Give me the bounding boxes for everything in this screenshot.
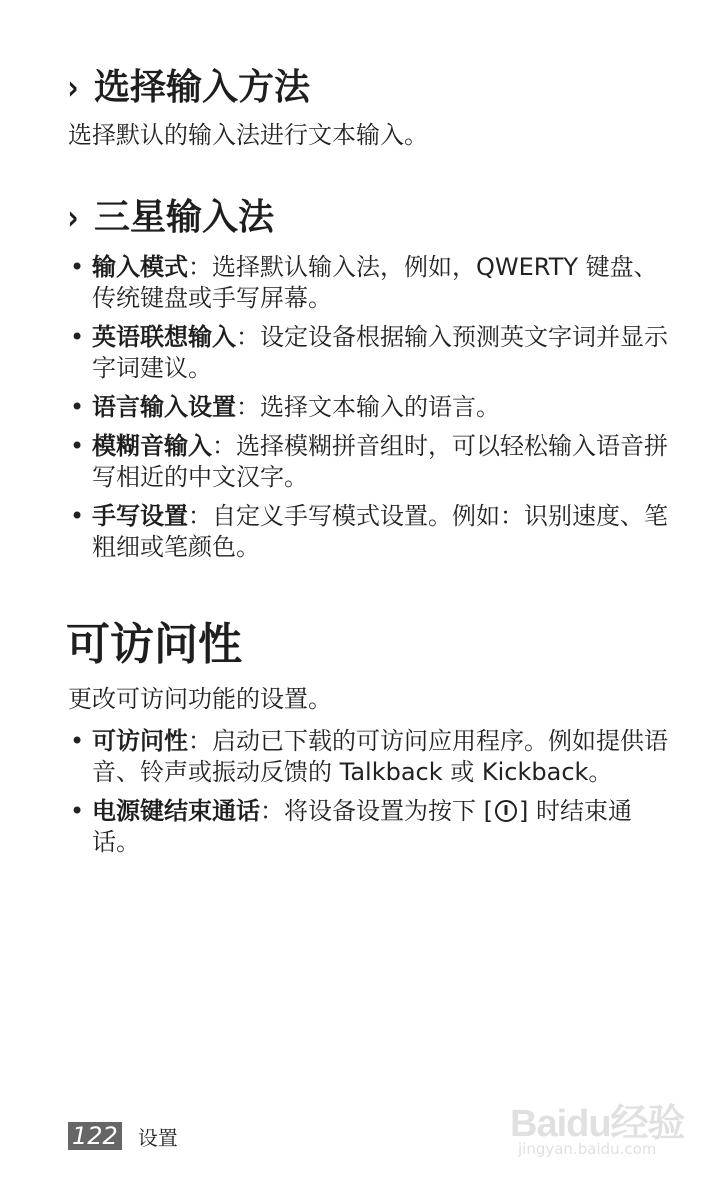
section-title-text: 三星输入法 — [94, 197, 275, 238]
item-text: 选择默认输入法，例如，QWERTY 键盘、传统键盘或手写屏幕。 — [92, 253, 658, 312]
item-separator: ： — [260, 797, 284, 825]
page-number: 122 — [68, 1122, 122, 1150]
page-footer — [68, 1122, 178, 1150]
watermark-brand: Baidu经验 — [510, 1103, 685, 1145]
chevron-right-icon: › — [67, 198, 79, 238]
item-text: 自定义手写模式设置。例如：识别速度、笔粗细或笔颜色。 — [92, 502, 668, 561]
section-description: 选择默认的输入法进行文本输入。 — [68, 121, 428, 149]
section-title-input-method — [66, 66, 310, 110]
item-separator: ： — [188, 502, 212, 530]
item-separator: ： — [212, 432, 236, 460]
item-term: 手写设置 — [92, 502, 188, 530]
chevron-right-icon: › — [67, 68, 79, 108]
list-item-accessibility[interactable] — [68, 726, 668, 788]
list-item-input-language[interactable] — [68, 392, 668, 423]
item-text-before: 将设备设置为按下 [ — [284, 797, 493, 825]
item-text: 启动已下载的可访问应用程序。例如提供语音、铃声或振动反馈的 Talkback 或 Kickback。 — [92, 727, 668, 786]
accessibility-options-list — [68, 726, 668, 866]
item-term: 英语联想输入 — [92, 323, 236, 351]
bullet-icon: • — [70, 727, 85, 755]
list-item-english-prediction[interactable] — [68, 322, 668, 384]
list-item-handwriting-settings[interactable] — [68, 501, 668, 563]
section-title-samsung-ime — [66, 196, 274, 240]
watermark — [510, 1088, 700, 1166]
section-title-text: 选择输入方法 — [94, 67, 311, 108]
item-separator: ： — [188, 253, 212, 281]
bullet-icon: • — [70, 323, 85, 351]
bullet-icon: • — [70, 432, 85, 460]
bullet-icon: • — [70, 797, 85, 825]
list-item-power-key-end-call[interactable] — [68, 796, 668, 858]
item-text: 选择模糊拼音组时，可以轻松输入语音拼写相近的中文汉字。 — [92, 432, 668, 491]
item-text: 设定设备根据输入预测英文字词并显示字词建议。 — [92, 323, 668, 382]
watermark-url: jingyan.baidu.com — [518, 1140, 657, 1158]
item-separator: ： — [236, 393, 260, 421]
section-description: 更改可访问功能的设置。 — [68, 685, 332, 713]
item-term: 输入模式 — [92, 253, 188, 281]
item-term: 语言输入设置 — [92, 393, 236, 421]
bullet-icon: • — [70, 502, 85, 530]
power-icon — [495, 800, 517, 822]
item-term: 模糊音输入 — [92, 432, 212, 460]
item-text: 选择文本输入的语言。 — [260, 393, 500, 421]
samsung-ime-options-list — [68, 252, 668, 571]
item-separator: ： — [236, 323, 260, 351]
chapter-label: 设置 — [137, 1125, 178, 1150]
list-item-input-mode[interactable] — [68, 252, 668, 314]
list-item-fuzzy-pinyin[interactable] — [68, 431, 668, 493]
item-term: 可访问性 — [92, 727, 188, 755]
item-separator: ： — [188, 727, 212, 755]
bullet-icon: • — [70, 393, 85, 421]
item-text-after: ] 时结束通话。 — [92, 797, 632, 856]
page-title-accessibility: 可访问性 — [66, 619, 242, 670]
bullet-icon: • — [70, 253, 85, 281]
item-term: 电源键结束通话 — [92, 797, 260, 825]
